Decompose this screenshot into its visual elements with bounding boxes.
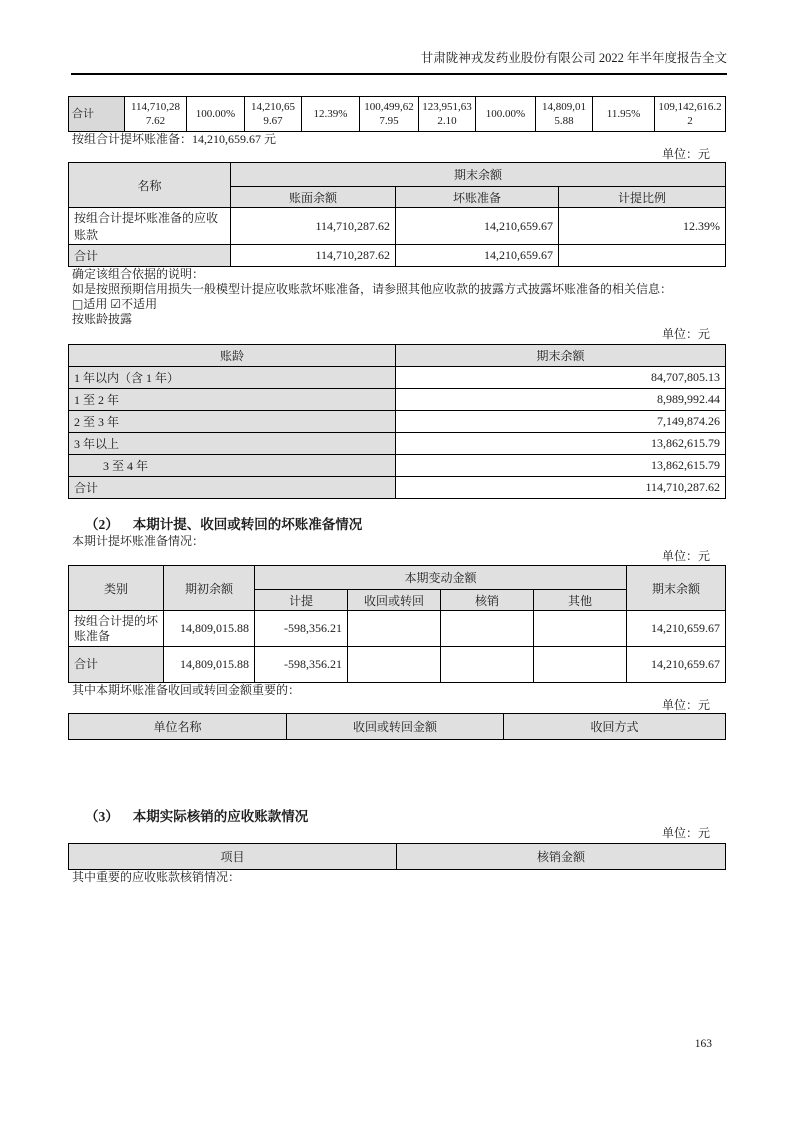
table-header-row [69, 714, 726, 740]
current-provision-note: 本期计提坏账准备情况： [72, 534, 205, 548]
aging-label-cell: 1 至 2 年 [69, 389, 396, 411]
value-cell: -598,356.21 [255, 611, 348, 647]
aging-sub-label-cell: 3 至 4 年 [69, 455, 396, 477]
table-row [69, 647, 726, 683]
total-value-cell: 100.00% [476, 97, 536, 132]
value-cell [534, 647, 627, 683]
value-cell: 14,809,015.88 [164, 647, 255, 683]
unit-label: 单位：元 [661, 826, 710, 840]
section-number: （3） [85, 809, 119, 824]
portfolio-provision-table [68, 162, 726, 267]
aging-value-cell: 7,149,874.26 [396, 411, 726, 433]
recovery-table [68, 713, 726, 740]
table-header-row [69, 844, 726, 870]
column-header: 账龄 [69, 345, 396, 367]
aging-disclosure-note: 按账龄披露 [72, 312, 133, 326]
table-row [69, 433, 726, 455]
provision-note: 按组合计提坏账准备：14,210,659.67 元 [72, 132, 277, 146]
value-cell: 14,210,659.67 [627, 611, 726, 647]
aging-value-cell: 84,707,805.13 [396, 367, 726, 389]
aging-value-cell: 114,710,287.62 [396, 477, 726, 499]
column-header: 期末余额 [627, 566, 726, 611]
column-header: 期末余额 [396, 345, 726, 367]
column-header: 计提比例 [559, 187, 726, 208]
summary-total-table [68, 96, 726, 132]
value-cell [441, 611, 534, 647]
total-label-cell: 合计 [69, 97, 125, 132]
table-row [69, 611, 726, 647]
column-header: 类别 [69, 566, 164, 611]
value-cell: 114,710,287.62 [231, 245, 396, 267]
table-row [69, 389, 726, 411]
table-row [69, 97, 726, 132]
column-header: 收回或转回 [348, 590, 441, 611]
column-header: 核销 [441, 590, 534, 611]
unit-label: 单位：元 [661, 698, 710, 712]
page-number: 163 [694, 1038, 712, 1050]
table-row [69, 367, 726, 389]
aging-value-cell: 13,862,615.79 [396, 433, 726, 455]
total-label-cell: 合计 [69, 477, 396, 499]
provision-change-table [68, 565, 726, 683]
column-header: 账面余额 [231, 187, 396, 208]
column-header: 名称 [69, 163, 231, 208]
column-header: 期末余额 [231, 163, 726, 187]
aging-label-cell: 1 年以内（含 1 年） [69, 367, 396, 389]
aging-label-cell: 2 至 3 年 [69, 411, 396, 433]
total-value-cell: 12.39% [302, 97, 360, 132]
total-value-cell: 114,710,287.62 [125, 97, 187, 132]
total-value-cell: 100,499,627.95 [360, 97, 419, 132]
table-row [69, 411, 726, 433]
table-header-row [69, 163, 726, 187]
table-header-row [69, 345, 726, 367]
table-row [69, 455, 726, 477]
value-cell [348, 647, 441, 683]
value-cell: 14,210,659.67 [627, 647, 726, 683]
unit-label: 单位：元 [661, 147, 710, 161]
total-value-cell: 100.00% [187, 97, 245, 132]
unit-label: 单位：元 [661, 327, 710, 341]
value-cell: 114,710,287.62 [231, 208, 396, 245]
row-label-cell: 按组合计提的坏账准备 [69, 611, 164, 647]
important-writeoff-note: 其中重要的应收账款核销情况： [72, 870, 241, 884]
value-cell: 14,210,659.67 [396, 245, 559, 267]
value-cell: 12.39% [559, 208, 726, 245]
value-cell: 14,210,659.67 [396, 208, 559, 245]
total-label-cell: 合计 [69, 245, 231, 267]
basis-note: 确定该组合依据的说明： [72, 267, 205, 281]
total-value-cell: 14,809,015.88 [536, 97, 593, 132]
aging-value-cell: 13,862,615.79 [396, 455, 726, 477]
value-cell [534, 611, 627, 647]
value-cell: -598,356.21 [255, 647, 348, 683]
value-cell: 14,809,015.88 [164, 611, 255, 647]
value-cell [441, 647, 534, 683]
total-value-cell: 109,142,616.22 [655, 97, 726, 132]
column-header: 核销金额 [397, 844, 726, 870]
column-header: 坏账准备 [396, 187, 559, 208]
table-row [69, 477, 726, 499]
table-row [69, 245, 726, 267]
section-number: （2） [85, 517, 119, 532]
value-cell [348, 611, 441, 647]
report-header-title: 甘肃陇神戎发药业股份有限公司 2022 年半年度报告全文 [71, 0, 727, 75]
column-header: 收回或转回金额 [287, 714, 504, 740]
row-label-cell: 按组合计提坏账准备的应收账款 [69, 208, 231, 245]
important-recovery-note: 其中本期坏账准备收回或转回金额重要的： [72, 683, 301, 697]
total-value-cell: 14,210,659.67 [245, 97, 302, 132]
aging-label-cell: 3 年以上 [69, 433, 396, 455]
unit-label: 单位：元 [661, 549, 710, 563]
checkbox-unchecked-icon: □ [72, 297, 84, 311]
total-value-cell: 123,951,632.10 [419, 97, 476, 132]
applicability-line [68, 297, 725, 312]
column-header: 计提 [255, 590, 348, 611]
writeoff-table [68, 843, 726, 870]
ecl-note: 如是按照预期信用损失一般模型计提应收账款坏账准备，请参照其他应收款的披露方式披露坏账准备的相关信息： [72, 282, 673, 296]
section-title: 本期计提、收回或转回的坏账准备情况 [132, 517, 363, 532]
applicable-label: 适用 [83, 297, 108, 311]
total-label-cell: 合计 [69, 647, 164, 683]
column-header: 本期变动金额 [255, 566, 627, 590]
column-header: 收回方式 [504, 714, 726, 740]
column-header: 其他 [534, 590, 627, 611]
section-title: 本期实际核销的应收账款情况 [132, 809, 309, 824]
value-cell [559, 245, 726, 267]
not-applicable-label: 不适用 [121, 297, 158, 311]
table-row [69, 208, 726, 245]
total-value-cell: 11.95% [593, 97, 655, 132]
column-header: 期初余额 [164, 566, 255, 611]
aging-table [68, 344, 726, 499]
section-2-heading [68, 516, 725, 534]
table-header-row [69, 566, 726, 590]
section-3-heading [68, 808, 725, 826]
column-header: 单位名称 [69, 714, 287, 740]
aging-value-cell: 8,989,992.44 [396, 389, 726, 411]
checkbox-checked-icon: ☑ [110, 297, 122, 311]
column-header: 项目 [69, 844, 397, 870]
